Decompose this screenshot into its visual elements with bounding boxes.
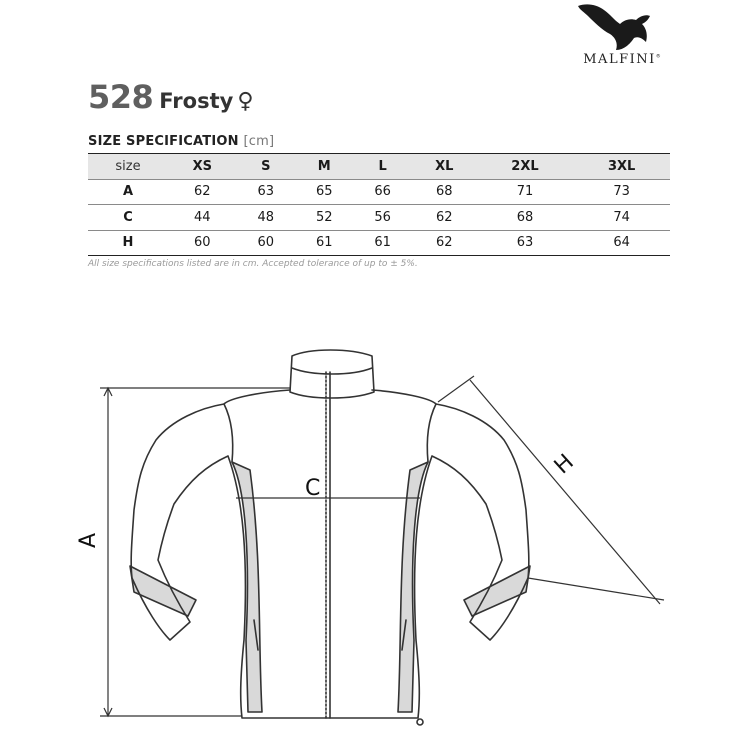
product-code: 528 [88, 78, 154, 116]
size-spec-title: SIZE SPECIFICATION [cm] [88, 134, 275, 149]
table-cell: 62 [168, 179, 237, 205]
table-cell: 60 [237, 230, 295, 256]
table-cell: 74 [573, 205, 670, 231]
table-cell: 52 [295, 205, 353, 231]
dimension-label-h: H [549, 449, 579, 480]
table-cell: H [88, 230, 168, 256]
table-row [88, 179, 670, 205]
table-cell: 62 [412, 205, 477, 231]
table-cell: 61 [295, 230, 353, 256]
product-title [88, 78, 253, 118]
table-header-row [88, 154, 670, 180]
header-cell: XL [412, 154, 477, 180]
header-cell: 2XL [477, 154, 574, 180]
table-cell: 62 [412, 230, 477, 256]
table-row [88, 205, 670, 231]
table-cell: 61 [353, 230, 411, 256]
table-cell: 73 [573, 179, 670, 205]
table-cell: 44 [168, 205, 237, 231]
brand-logo [572, 0, 672, 72]
size-spec-unit: [cm] [243, 134, 275, 149]
table-cell: C [88, 205, 168, 231]
header-cell: L [353, 154, 411, 180]
table-cell: 66 [353, 179, 411, 205]
table-cell: 56 [353, 205, 411, 231]
header-cell: S [237, 154, 295, 180]
table-cell: 68 [477, 205, 574, 231]
brand-name: MALFINI® [583, 52, 661, 67]
jacket-diagram [80, 340, 680, 740]
product-name: Frosty [159, 89, 234, 113]
female-symbol-icon: ♀ [237, 89, 254, 114]
dimension-label-a: A [76, 532, 102, 549]
table-cell: 71 [477, 179, 574, 205]
table-cell: 64 [573, 230, 670, 256]
table-cell: 60 [168, 230, 237, 256]
table-cell: 48 [237, 205, 295, 231]
table-cell: 65 [295, 179, 353, 205]
header-cell: XS [168, 154, 237, 180]
header-cell: size [88, 154, 168, 180]
table-cell: 63 [477, 230, 574, 256]
table-row [88, 230, 670, 256]
table-cell: 68 [412, 179, 477, 205]
table-cell: 63 [237, 179, 295, 205]
header-cell: M [295, 154, 353, 180]
tolerance-note: All size specifications listed are in cm. Accepted tolerance of up to ± 5%. [88, 259, 418, 269]
eagle-logo-icon [576, 0, 668, 52]
size-table [88, 153, 670, 256]
header-cell: 3XL [573, 154, 670, 180]
dimension-label-c: C [305, 476, 321, 501]
table-cell: A [88, 179, 168, 205]
left-side-panel [232, 462, 262, 712]
right-side-panel [398, 462, 428, 712]
